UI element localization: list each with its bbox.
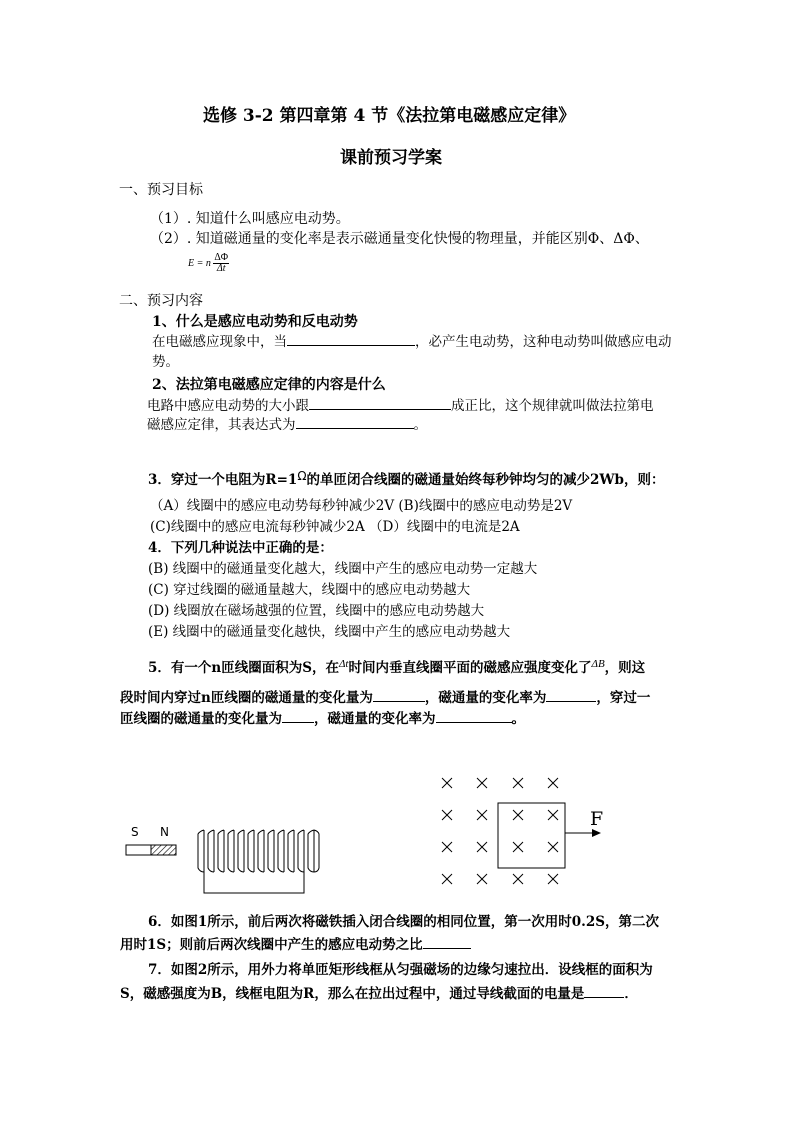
q5-blank-2[interactable] xyxy=(546,690,596,702)
objective-1: （1）. 知道什么叫感应电动势。 xyxy=(150,211,350,227)
q1-line1-post: ，必产生电动势，这种电动势叫做感应电动 xyxy=(415,334,672,350)
q5-blank-1[interactable] xyxy=(373,690,425,702)
q5-line3-b: ，磁通量的变化率为 xyxy=(314,711,436,727)
field-cross xyxy=(513,778,523,788)
q2-blank-2[interactable] xyxy=(296,417,414,429)
q4-stem: 4．下列几种说法中正确的是： xyxy=(148,540,333,556)
field-cross xyxy=(548,874,558,884)
q4-option-d: (D) 线圈放在磁场越强的位置，线圈中的感应电动势越大 xyxy=(148,603,485,619)
field-cross xyxy=(477,874,487,884)
field-cross xyxy=(442,810,452,820)
field-cross xyxy=(477,842,487,852)
q1-line1 xyxy=(152,334,672,350)
field-cross xyxy=(442,778,452,788)
q6-line1: 6．如图1所示，前后两次将磁铁插入闭合线圈的相同位置，第一次用时0.2S，第二次 xyxy=(148,914,660,930)
q3-options-ab: （A）线圈中的感应电动势每秒钟减少2V (B)线圈中的感应电动势是2V xyxy=(150,498,573,514)
q5-line2 xyxy=(120,690,650,706)
coil xyxy=(198,830,319,872)
field-cross xyxy=(477,778,487,788)
q5-line1-c: ，则这 xyxy=(604,660,646,676)
q5-line1-a: 5．有一个n匝线圈面积为S，在 xyxy=(148,660,339,676)
q1-line2: 势。 xyxy=(152,354,179,370)
field-cross xyxy=(513,874,523,884)
q2-line1-post: 成正比，这个规律就叫做法拉第电 xyxy=(451,398,654,414)
q5-blank-4[interactable] xyxy=(436,711,512,723)
figure-1-magnet-coil xyxy=(120,818,330,900)
q5-line2-a: 段时间内穿过n匝线圈的磁通量的变化量为 xyxy=(120,690,373,706)
q6-line2-text: 用时1S；则前后两次线圈中产生的感应电动势之比 xyxy=(120,937,423,953)
q2-line2-post: 。 xyxy=(413,417,427,433)
q1-line1-pre: 在电磁感应现象中，当 xyxy=(152,334,287,350)
q6-blank[interactable] xyxy=(423,937,471,949)
q5-line1-b: 时间内垂直线圈平面的磁感应强度变化了 xyxy=(348,660,592,676)
q2-blank-1[interactable] xyxy=(309,398,451,410)
q5-line2-b: ，磁通量的变化率为 xyxy=(424,690,547,706)
coil-closing-wire xyxy=(204,872,304,893)
q5-line3-c: 。 xyxy=(511,711,525,727)
q3-stem-pre: 3．穿过一个电阻为R=1 xyxy=(148,472,298,488)
field-cross xyxy=(477,810,487,820)
q5-delta-t: Δt xyxy=(338,658,349,670)
field-cross xyxy=(442,874,452,884)
force-label: F xyxy=(590,808,604,830)
q2-line1-pre: 电路中感应电动势的大小跟 xyxy=(147,398,309,414)
page-title: 选修 3-2 第四章第 4 节《法拉第电磁感应定律》 xyxy=(203,106,576,126)
force-arrow-head xyxy=(592,829,601,837)
q4-option-e: (E) 线圈中的磁通量变化越快，线圈中产生的感应电动势越大 xyxy=(148,624,511,640)
q5-line3 xyxy=(120,711,525,727)
magnet-s-label: S xyxy=(131,825,139,839)
q2-line2 xyxy=(147,417,427,433)
field-cross xyxy=(513,842,523,852)
ohm-symbol: Ω xyxy=(297,469,307,483)
field-cross xyxy=(548,842,558,852)
formula-lhs: E = n xyxy=(188,257,211,269)
q4-option-b: (B) 线圈中的磁通量变化越大，线圈中产生的感应电动势一定越大 xyxy=(148,561,538,577)
magnet-south-half xyxy=(126,845,151,855)
emf-formula xyxy=(188,253,229,274)
field-cross xyxy=(548,810,558,820)
q3-stem-post: 的单匝闭合线圈的磁通量始终每秒钟均匀的减少2Wb，则： xyxy=(306,472,665,488)
q2-line1 xyxy=(147,398,654,414)
q2-title: 2、法拉第电磁感应定律的内容是什么 xyxy=(152,377,386,393)
field-cross xyxy=(513,810,523,820)
q5-line2-c: ，穿过一 xyxy=(596,690,651,706)
q5-line3-a: 匝线圈的磁通量的变化量为 xyxy=(120,711,282,727)
field-cross xyxy=(442,842,452,852)
section2-heading: 二、预习内容 xyxy=(119,293,203,309)
section1-heading: 一、预习目标 xyxy=(119,182,203,198)
q7-line2 xyxy=(120,986,638,1002)
objective-2: （2）. 知道磁通量的变化率是表示磁通量变化快慢的物理量，并能区别Φ、ΔΦ、 xyxy=(150,231,649,247)
formula-denominator: Δt xyxy=(216,263,226,274)
q4-option-c: (C) 穿过线圈的磁通量越大，线圈中的感应电动势越大 xyxy=(148,582,471,598)
q3-stem xyxy=(148,470,665,488)
q3-options-cd: (C)线圈中的感应电流每秒钟减少2A （D）线圈中的电流是2A xyxy=(150,519,520,535)
field-cross xyxy=(548,778,558,788)
q1-title: 1、什么是感应电动势和反电动势 xyxy=(152,314,358,330)
q1-blank[interactable] xyxy=(287,334,415,346)
formula-fraction xyxy=(213,253,229,274)
q5-blank-3[interactable] xyxy=(282,711,314,723)
magnet-north-half xyxy=(151,845,176,855)
q7-blank[interactable] xyxy=(584,986,624,998)
page-subtitle: 课前预习学案 xyxy=(340,148,442,168)
figure-2-magnetic-field xyxy=(432,770,612,895)
q5-delta-b: ΔB xyxy=(591,658,605,670)
q7-line1: 7．如图2所示，用外力将单匝矩形线框从匀强磁场的边缘匀速拉出．设线框的面积为 xyxy=(148,962,653,978)
q6-line2 xyxy=(120,937,471,953)
magnet-n-label: N xyxy=(160,825,169,839)
formula-numerator: ΔΦ xyxy=(214,252,229,263)
q7-line2-post: ． xyxy=(624,986,638,1002)
q5-line1 xyxy=(148,659,645,676)
q2-line2-pre: 磁感应定律，其表达式为 xyxy=(147,417,296,433)
q7-line2-pre: S，磁感强度为B，线框电阻为R，那么在拉出过程中，通过导线截面的电量是 xyxy=(120,986,585,1002)
